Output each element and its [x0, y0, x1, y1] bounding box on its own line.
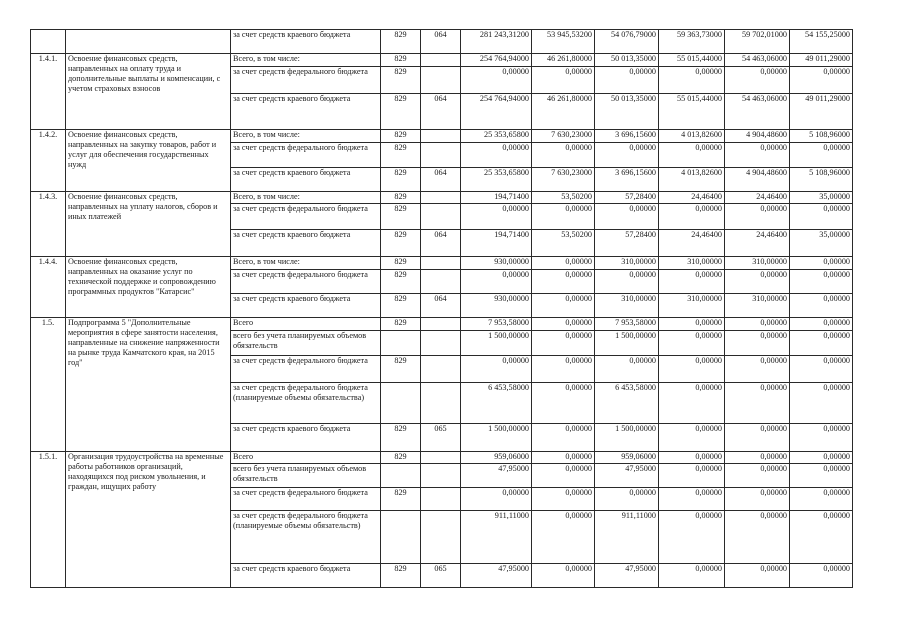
table-row [31, 30, 853, 54]
table-row [31, 318, 853, 331]
amount-year: 47,95000 [595, 564, 659, 588]
amount-year: 3 696,15600 [595, 168, 659, 192]
amount-year: 0,00000 [790, 331, 853, 356]
amount-total: 0,00000 [461, 270, 532, 294]
amount-year: 35,00000 [790, 230, 853, 257]
table-row [31, 257, 853, 270]
grbs-code: 829 [381, 67, 421, 94]
grbs-code [381, 511, 421, 564]
funding-source: за счет средств краевого бюджета [231, 168, 381, 192]
grbs-code: 829 [381, 143, 421, 168]
amount-year: 0,00000 [790, 143, 853, 168]
amount-year: 0,00000 [725, 488, 790, 511]
funding-source: за счет средств краевого бюджета [231, 230, 381, 257]
amount-year: 57,28400 [595, 230, 659, 257]
budget-code [421, 488, 461, 511]
amount-total: 254 764,94000 [461, 94, 532, 130]
amount-year: 1 500,00000 [595, 331, 659, 356]
amount-year: 0,00000 [532, 143, 595, 168]
item-number: 1.5. [31, 318, 66, 452]
funding-source: за счет средств федерального бюджета [231, 143, 381, 168]
budget-code: 064 [421, 168, 461, 192]
amount-year: 0,00000 [725, 452, 790, 464]
funding-source: за счет средств федерального бюджета [231, 67, 381, 94]
budget-code [421, 192, 461, 204]
amount-year: 7 953,58000 [595, 318, 659, 331]
item-description: Освоение финансовых средств, направленных на уплату налогов, сборов и иных платежей [66, 192, 231, 257]
budget-code [421, 464, 461, 488]
amount-year: 0,00000 [659, 318, 725, 331]
amount-total: 0,00000 [461, 204, 532, 230]
grbs-code: 829 [381, 564, 421, 588]
amount-year: 0,00000 [725, 270, 790, 294]
grbs-code [381, 331, 421, 356]
funding-source: Всего, в том числе: [231, 54, 381, 67]
amount-year: 0,00000 [595, 204, 659, 230]
budget-code [421, 257, 461, 270]
amount-year: 24,46400 [659, 192, 725, 204]
amount-year: 0,00000 [532, 331, 595, 356]
grbs-code: 829 [381, 270, 421, 294]
amount-year: 35,00000 [790, 192, 853, 204]
amount-year: 0,00000 [725, 356, 790, 383]
amount-year: 0,00000 [725, 464, 790, 488]
amount-year: 0,00000 [659, 383, 725, 424]
item-description: Подпрограмма 5 "Дополнительные мероприятия в сфере занятости населения, направленные на снижение напряженности на рынке труда Камчатского края, на 2015 год" [66, 318, 231, 452]
item-description: Организация трудоустройства на временные работы работников организаций, находящихся под риском увольнения, и граждан, ищущих работу [66, 452, 231, 588]
amount-year: 54 155,25000 [790, 30, 853, 54]
amount-year: 0,00000 [659, 452, 725, 464]
budget-table [30, 29, 853, 588]
amount-year: 310,00000 [659, 257, 725, 270]
amount-year: 0,00000 [790, 356, 853, 383]
grbs-code: 829 [381, 318, 421, 331]
amount-year: 0,00000 [725, 67, 790, 94]
amount-year: 0,00000 [659, 464, 725, 488]
grbs-code [381, 464, 421, 488]
amount-year: 0,00000 [659, 356, 725, 383]
amount-year: 49 011,29000 [790, 94, 853, 130]
amount-year: 911,11000 [595, 511, 659, 564]
amount-year: 0,00000 [595, 356, 659, 383]
amount-year: 0,00000 [790, 511, 853, 564]
amount-year: 0,00000 [790, 270, 853, 294]
amount-year: 50 013,35000 [595, 94, 659, 130]
funding-source: Всего [231, 452, 381, 464]
amount-year: 0,00000 [790, 452, 853, 464]
amount-year: 0,00000 [532, 424, 595, 452]
amount-total: 25 353,65800 [461, 130, 532, 143]
amount-year: 959,06000 [595, 452, 659, 464]
amount-year: 0,00000 [532, 452, 595, 464]
budget-code: 065 [421, 424, 461, 452]
funding-source: за счет средств краевого бюджета [231, 294, 381, 318]
amount-year: 24,46400 [725, 192, 790, 204]
amount-year: 55 015,44000 [659, 94, 725, 130]
amount-year: 310,00000 [725, 294, 790, 318]
amount-year: 47,95000 [595, 464, 659, 488]
budget-code [421, 67, 461, 94]
budget-code: 064 [421, 294, 461, 318]
amount-total: 0,00000 [461, 488, 532, 511]
grbs-code: 829 [381, 488, 421, 511]
grbs-code: 829 [381, 54, 421, 67]
funding-source: всего без учета планируемых объемов обязательств [231, 464, 381, 488]
funding-source: за счет средств федерального бюджета [231, 204, 381, 230]
grbs-code: 829 [381, 192, 421, 204]
amount-year: 0,00000 [659, 564, 725, 588]
amount-year: 0,00000 [659, 511, 725, 564]
amount-year: 7 630,23000 [532, 168, 595, 192]
budget-code [421, 383, 461, 424]
grbs-code: 829 [381, 30, 421, 54]
funding-source: Всего, в том числе: [231, 130, 381, 143]
funding-source: за счет средств федерального бюджета [231, 270, 381, 294]
amount-year: 50 013,35000 [595, 54, 659, 67]
amount-year: 0,00000 [532, 464, 595, 488]
document-page [30, 29, 853, 588]
budget-code: 064 [421, 30, 461, 54]
amount-total: 1 500,00000 [461, 424, 532, 452]
item-description: Освоение финансовых средств, направленных на закупку товаров, работ и услуг для обеспечения государственных нужд [66, 130, 231, 192]
amount-year: 55 015,44000 [659, 54, 725, 67]
amount-year: 0,00000 [790, 294, 853, 318]
amount-total: 254 764,94000 [461, 54, 532, 67]
amount-year: 0,00000 [532, 294, 595, 318]
amount-year: 0,00000 [659, 67, 725, 94]
amount-year: 310,00000 [595, 257, 659, 270]
budget-code [421, 331, 461, 356]
grbs-code: 829 [381, 94, 421, 130]
item-description [66, 30, 231, 54]
amount-year: 0,00000 [532, 383, 595, 424]
amount-year: 310,00000 [595, 294, 659, 318]
amount-total: 47,95000 [461, 564, 532, 588]
amount-year: 0,00000 [532, 356, 595, 383]
amount-year: 0,00000 [595, 143, 659, 168]
amount-year: 0,00000 [725, 383, 790, 424]
grbs-code: 829 [381, 452, 421, 464]
amount-year: 53,50200 [532, 192, 595, 204]
amount-year: 0,00000 [532, 257, 595, 270]
amount-year: 49 011,29000 [790, 54, 853, 67]
amount-total: 0,00000 [461, 356, 532, 383]
amount-year: 4 013,82600 [659, 130, 725, 143]
budget-code: 064 [421, 94, 461, 130]
budget-code [421, 204, 461, 230]
amount-year: 0,00000 [790, 204, 853, 230]
item-number: 1.4.2. [31, 130, 66, 192]
grbs-code [381, 383, 421, 424]
budget-code [421, 54, 461, 67]
amount-year: 54 463,06000 [725, 54, 790, 67]
amount-total: 930,00000 [461, 294, 532, 318]
amount-year: 7 630,23000 [532, 130, 595, 143]
grbs-code: 829 [381, 130, 421, 143]
amount-year: 46 261,80000 [532, 54, 595, 67]
amount-year: 0,00000 [725, 318, 790, 331]
amount-year: 0,00000 [532, 318, 595, 331]
amount-year: 3 696,15600 [595, 130, 659, 143]
table-row [31, 130, 853, 143]
funding-source: за счет средств федерального бюджета [231, 488, 381, 511]
funding-source: за счет средств федерального бюджета (планируемые объемы обязательства) [231, 383, 381, 424]
amount-year: 0,00000 [659, 270, 725, 294]
budget-code [421, 143, 461, 168]
amount-year: 4 013,82600 [659, 168, 725, 192]
amount-year: 0,00000 [725, 424, 790, 452]
table-body [31, 30, 853, 588]
amount-total: 959,06000 [461, 452, 532, 464]
funding-source: Всего, в том числе: [231, 192, 381, 204]
amount-year: 53,50200 [532, 230, 595, 257]
grbs-code: 829 [381, 257, 421, 270]
amount-year: 0,00000 [725, 564, 790, 588]
amount-year: 0,00000 [595, 270, 659, 294]
amount-total: 7 953,58000 [461, 318, 532, 331]
amount-year: 0,00000 [532, 204, 595, 230]
grbs-code: 829 [381, 356, 421, 383]
budget-code: 065 [421, 564, 461, 588]
funding-source: за счет средств краевого бюджета [231, 30, 381, 54]
funding-source: Всего, в том числе: [231, 257, 381, 270]
amount-year: 0,00000 [659, 488, 725, 511]
item-number: 1.4.1. [31, 54, 66, 130]
amount-year: 0,00000 [532, 564, 595, 588]
grbs-code: 829 [381, 230, 421, 257]
amount-year: 0,00000 [659, 204, 725, 230]
amount-total: 194,71400 [461, 192, 532, 204]
budget-code [421, 318, 461, 331]
item-description: Освоение финансовых средств, направленных на оплату труда и дополнительные выплаты и компенсации, с учетом страховых взносов [66, 54, 231, 130]
amount-total: 281 243,31200 [461, 30, 532, 54]
amount-total: 0,00000 [461, 143, 532, 168]
amount-total: 930,00000 [461, 257, 532, 270]
amount-year: 0,00000 [659, 424, 725, 452]
table-row [31, 192, 853, 204]
amount-total: 1 500,00000 [461, 331, 532, 356]
amount-year: 5 108,96000 [790, 130, 853, 143]
amount-year: 0,00000 [790, 488, 853, 511]
budget-code [421, 270, 461, 294]
amount-year: 4 904,48600 [725, 168, 790, 192]
amount-year: 59 363,73000 [659, 30, 725, 54]
amount-total: 0,00000 [461, 67, 532, 94]
amount-year: 0,00000 [790, 383, 853, 424]
amount-total: 25 353,65800 [461, 168, 532, 192]
amount-total: 194,71400 [461, 230, 532, 257]
amount-year: 310,00000 [659, 294, 725, 318]
budget-code: 064 [421, 230, 461, 257]
amount-year: 0,00000 [595, 67, 659, 94]
grbs-code: 829 [381, 168, 421, 192]
amount-year: 59 702,01000 [725, 30, 790, 54]
amount-year: 0,00000 [790, 424, 853, 452]
amount-year: 0,00000 [725, 511, 790, 564]
amount-year: 24,46400 [659, 230, 725, 257]
grbs-code: 829 [381, 424, 421, 452]
budget-code [421, 511, 461, 564]
funding-source: всего без учета планируемых объемов обязательств [231, 331, 381, 356]
table-row [31, 54, 853, 67]
amount-total: 6 453,58000 [461, 383, 532, 424]
funding-source: за счет средств краевого бюджета [231, 94, 381, 130]
amount-year: 0,00000 [532, 270, 595, 294]
amount-year: 310,00000 [725, 257, 790, 270]
amount-year: 0,00000 [725, 331, 790, 356]
amount-year: 0,00000 [532, 67, 595, 94]
amount-year: 0,00000 [725, 143, 790, 168]
item-description: Освоение финансовых средств, направленных на оказание услуг по технической поддержке и сопровождению программных продуктов "Катарсис" [66, 257, 231, 318]
amount-year: 54 076,79000 [595, 30, 659, 54]
amount-year: 54 463,06000 [725, 94, 790, 130]
amount-year: 57,28400 [595, 192, 659, 204]
funding-source: за счет средств федерального бюджета (планируемые объемы обязательств) [231, 511, 381, 564]
grbs-code: 829 [381, 204, 421, 230]
funding-source: за счет средств федерального бюджета [231, 356, 381, 383]
budget-code [421, 130, 461, 143]
amount-year: 0,00000 [790, 318, 853, 331]
funding-source: за счет средств краевого бюджета [231, 424, 381, 452]
funding-source: за счет средств краевого бюджета [231, 564, 381, 588]
amount-year: 0,00000 [790, 464, 853, 488]
table-row [31, 452, 853, 464]
amount-year: 0,00000 [532, 511, 595, 564]
amount-year: 0,00000 [790, 564, 853, 588]
amount-year: 5 108,96000 [790, 168, 853, 192]
funding-source: Всего [231, 318, 381, 331]
amount-year: 24,46400 [725, 230, 790, 257]
amount-year: 53 945,53200 [532, 30, 595, 54]
item-number [31, 30, 66, 54]
amount-year: 0,00000 [790, 257, 853, 270]
amount-year: 6 453,58000 [595, 383, 659, 424]
amount-year: 1 500,00000 [595, 424, 659, 452]
amount-year: 0,00000 [659, 143, 725, 168]
amount-year: 4 904,48600 [725, 130, 790, 143]
amount-year: 0,00000 [595, 488, 659, 511]
grbs-code: 829 [381, 294, 421, 318]
item-number: 1.5.1. [31, 452, 66, 588]
amount-total: 911,11000 [461, 511, 532, 564]
amount-year: 0,00000 [790, 67, 853, 94]
budget-code [421, 356, 461, 383]
amount-year: 46 261,80000 [532, 94, 595, 130]
budget-code [421, 452, 461, 464]
amount-total: 47,95000 [461, 464, 532, 488]
item-number: 1.4.3. [31, 192, 66, 257]
amount-year: 0,00000 [725, 204, 790, 230]
amount-year: 0,00000 [659, 331, 725, 356]
amount-year: 0,00000 [532, 488, 595, 511]
item-number: 1.4.4. [31, 257, 66, 318]
